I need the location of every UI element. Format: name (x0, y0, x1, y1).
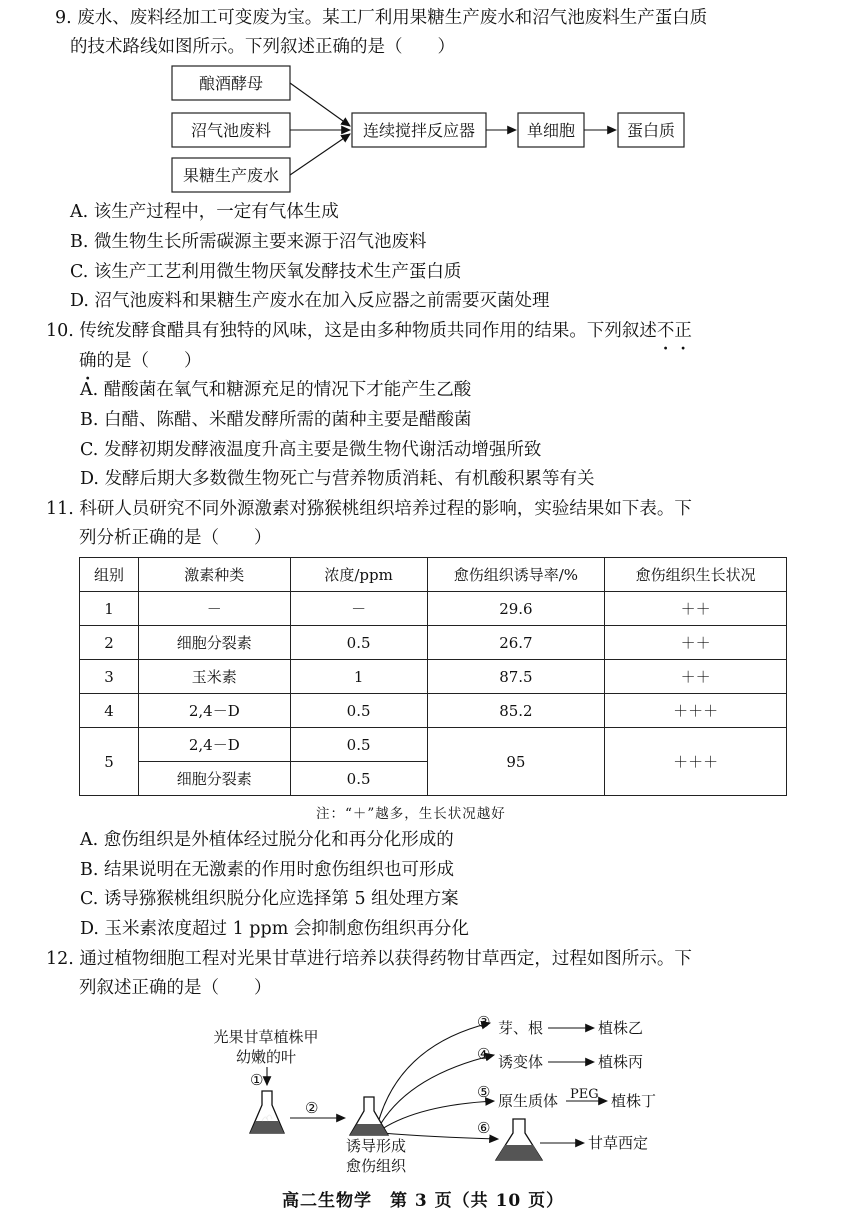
callus-line2-label: 愈伤组织 (345, 1157, 407, 1175)
q11-option-d: D. 玉米素浓度超过 1 ppm 会抑制愈伤组织再分化 (80, 919, 469, 939)
cell-hormone: 2,4－D (138, 694, 290, 728)
step-2-label: ② (305, 1099, 319, 1117)
cell-rate: 85.2 (427, 694, 605, 728)
plant-b-label: 植株乙 (598, 1019, 644, 1037)
arrow-step3 (378, 1023, 490, 1123)
peg-label: PEG (570, 1087, 599, 1102)
cell-growth: ＋＋＋ (605, 728, 787, 796)
header-group: 组别 (80, 558, 139, 592)
q9-option-b: B. 微生物生长所需碳源主要来源于沼气池废料 (70, 232, 427, 252)
cell-hormone: 细胞分裂素 (138, 762, 290, 796)
q11-option-c: C. 诱导猕猴桃组织脱分化应选择第 5 组处理方案 (80, 889, 459, 909)
q9-flow-diagram (0, 60, 860, 195)
cell-hormone: 2,4－D (138, 728, 290, 762)
cell-group: 3 (80, 660, 139, 694)
cell-group: 5 (80, 728, 139, 796)
step-6-label: ⑥ (477, 1119, 491, 1137)
cell-concentration: 0.5 (290, 626, 427, 660)
q10-emphasis-que: 确 (79, 351, 97, 371)
cell-rate: 29.6 (427, 592, 605, 626)
q10-emphasis-bu: 不 (656, 321, 675, 341)
table-header-row (80, 558, 787, 592)
q10-option-c: C. 发酵初期发酵液温度升高主要是微生物代谢活动增强所致 (80, 440, 542, 460)
q11-stem-line2: 列分析正确的是（ ） (79, 528, 272, 548)
biogas-waste-label: 沼气池废料 (190, 121, 272, 140)
header-hormone: 激素种类 (138, 558, 290, 592)
step-5-label: ⑤ (477, 1083, 491, 1101)
q9-stem-line2: 的技术路线如图所示。下列叙述正确的是（ ） (70, 37, 455, 57)
flask-1 (250, 1091, 284, 1133)
q11-option-b: B. 结果说明在无激素的作用时愈伤组织也可形成 (80, 860, 454, 880)
q10-option-b: B. 白醋、陈醋、米醋发酵所需的菌种主要是醋酸菌 (80, 410, 472, 430)
reactor-label: 连续搅拌反应器 (362, 121, 476, 140)
table-row (80, 694, 787, 728)
cell-concentration: 0.5 (290, 728, 427, 762)
cell-growth: ＋＋＋ (605, 694, 787, 728)
q10-emphasis-zheng: 正 (674, 321, 692, 341)
cell-concentration: 0.5 (290, 762, 427, 796)
q9-option-a: A. 该生产过程中，一定有气体生成 (70, 202, 339, 222)
header-induction-rate: 愈伤组织诱导率/% (427, 558, 605, 592)
arrow-yeast-reactor (290, 83, 350, 126)
arrow-fructose-reactor (290, 134, 350, 175)
q9-option-d: D. 沼气池废料和果糖生产废水在加入反应器之前需要灭菌处理 (70, 291, 550, 311)
q10-stem-line2 (79, 347, 202, 375)
cell-concentration: 0.5 (290, 694, 427, 728)
step-1-label: ① (250, 1071, 264, 1089)
q10-stem-line1 (46, 317, 692, 345)
plant-c-label: 植株丙 (598, 1053, 644, 1071)
step-3-label: ③ (477, 1013, 491, 1031)
q9-option-c: C. 该生产工艺利用微生物厌氧发酵技术生产蛋白质 (70, 262, 462, 282)
cell-group: 4 (80, 694, 139, 728)
q11-stem-line1: 11. 科研人员研究不同外源激素对猕猴桃组织培养过程的影响，实验结果如下表。下 (46, 499, 692, 519)
young-leaf-label: 幼嫩的叶 (235, 1048, 297, 1066)
q10-stem-prefix: 10. 传统发酵食醋具有独特的风味，这是由多种物质共同作用的结果。下列叙述 (46, 321, 657, 341)
table-row (80, 660, 787, 694)
cell-hormone: 玉米素 (138, 660, 290, 694)
cell-rate: 95 (427, 728, 605, 796)
q12-process-diagram (0, 1005, 860, 1177)
cell-concentration: － (290, 592, 427, 626)
page-footer: 高二生物学 第 3 页（共 10 页） (282, 1191, 565, 1211)
cell-concentration: 1 (290, 660, 427, 694)
yeast-label: 酿酒酵母 (198, 74, 264, 93)
bud-root-label: 芽、根 (498, 1019, 544, 1037)
mutant-label: 诱变体 (498, 1053, 544, 1071)
product-label: 甘草西定 (588, 1134, 649, 1152)
cell-rate: 87.5 (427, 660, 605, 694)
callus-line1-label: 诱导形成 (345, 1137, 407, 1155)
single-cell-label: 单细胞 (526, 121, 576, 140)
flask-3 (496, 1119, 542, 1160)
q12-stem-line1: 12. 通过植物细胞工程对光果甘草进行培养以获得药物甘草西定，过程如图所示。下 (46, 949, 692, 969)
table-row (80, 592, 787, 626)
step-4-label: ④ (477, 1045, 491, 1063)
q12-stem-line2: 列叙述正确的是（ ） (79, 978, 272, 998)
cell-growth: ＋＋ (605, 626, 787, 660)
q10-stem-suffix: 的是（ ） (96, 351, 202, 371)
table-row (80, 626, 787, 660)
q11-option-a: A. 愈伤组织是外植体经过脱分化和再分化形成的 (80, 830, 454, 850)
q10-option-d: D. 发酵后期大多数微生物死亡与营养物质消耗、有机酸积累等有关 (80, 469, 595, 489)
header-concentration: 浓度/ppm (290, 558, 427, 592)
cell-group: 2 (80, 626, 139, 660)
hormone-results-table (79, 557, 787, 796)
cell-growth: ＋＋ (605, 660, 787, 694)
q9-stem-line1: 9. 废水、废料经加工可变废为宝。某工厂利用果糖生产废水和沼气池废料生产蛋白质 (55, 8, 708, 28)
protein-label: 蛋白质 (626, 121, 676, 140)
header-growth: 愈伤组织生长状况 (605, 558, 787, 592)
cell-group: 1 (80, 592, 139, 626)
cell-rate: 26.7 (427, 626, 605, 660)
cell-hormone: 细胞分裂素 (138, 626, 290, 660)
cell-growth: ＋＋ (605, 592, 787, 626)
table-note: 注：“＋”越多，生长状况越好 (316, 806, 506, 822)
table-row (80, 728, 787, 762)
q10-option-a: A. 醋酸菌在氧气和糖源充足的情况下才能产生乙酸 (80, 380, 472, 400)
source-plant-label: 光果甘草植株甲 (213, 1028, 319, 1046)
plant-d-label: 植株丁 (611, 1092, 657, 1110)
fructose-wastewater-label: 果糖生产废水 (182, 166, 280, 185)
flask-2 (350, 1097, 388, 1135)
cell-hormone: － (138, 592, 290, 626)
protoplast-label: 原生质体 (498, 1092, 559, 1110)
